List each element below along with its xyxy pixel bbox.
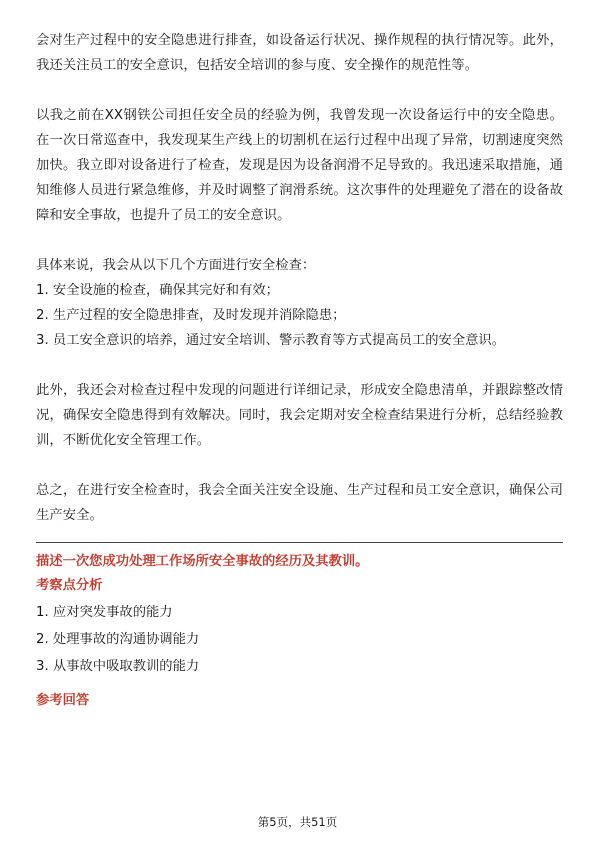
analysis-heading: 考察点分析 bbox=[36, 578, 103, 593]
inspection-intro: 具体来说，我会从以下几个方面进行安全检查： bbox=[36, 258, 316, 273]
section-divider bbox=[36, 542, 563, 543]
inspection-aspects bbox=[36, 253, 563, 353]
answer-heading: 参考回答 bbox=[36, 693, 90, 708]
page-number: 第5页，共51页 bbox=[257, 815, 338, 829]
paragraph-experience-example: 以我之前在XX钢铁公司担任安全员的经验为例，我曾发现一次设备运行中的安全隐患。在一次日常巡查中，我发现某生产线上的切割机在运行过程中出现了异常，切割速度突然加快。我立即对设备进行了检查，发现是因为设备润滑不足导致的。我迅速采取措施，通知维修人员进行紧急维修，并及时调整了润滑系统。这次事件的处理避免了潜在的设备故障和安全事故，也提升了员工的安全意识。 bbox=[36, 108, 563, 223]
paragraph-safety-scope: 会对生产过程中的安全隐患进行排查，如设备运行状况、操作规程的执行情况等。此外，我还关注员工的安全意识，包括安全培训的参与度、安全操作的规范性等。 bbox=[36, 33, 563, 73]
paragraph-record-tracking: 此外，我还会对检查过程中发现的问题进行详细记录，形成安全隐患清单，并跟踪整改情况，确保安全隐患得到有效解决。同时，我会定期对安全检查结果进行分析，总结经验教训，不断优化安全管理工作。 bbox=[36, 383, 563, 448]
list-item: 2. 处理事故的沟通协调能力 bbox=[36, 632, 200, 647]
document-page bbox=[36, 28, 563, 712]
list-item: 1. 应对突发事故的能力 bbox=[36, 605, 173, 620]
list-item: 2. 生产过程的安全隐患排查，及时发现并消除隐患； bbox=[36, 308, 346, 323]
list-item: 3. 从事故中吸取教训的能力 bbox=[36, 659, 200, 674]
list-item: 3. 员工安全意识的培养，通过安全培训、警示教育等方式提高员工的安全意识。 bbox=[36, 333, 506, 348]
question-title: 描述一次您成功处理工作场所安全事故的经历及其教训。 bbox=[36, 554, 369, 569]
analysis-points bbox=[36, 599, 563, 680]
list-item: 1. 安全设施的检查，确保其完好和有效； bbox=[36, 283, 279, 298]
paragraph-summary: 总之，在进行安全检查时，我会全面关注安全设施、生产过程和员工安全意识，确保公司生产安全。 bbox=[36, 483, 563, 523]
